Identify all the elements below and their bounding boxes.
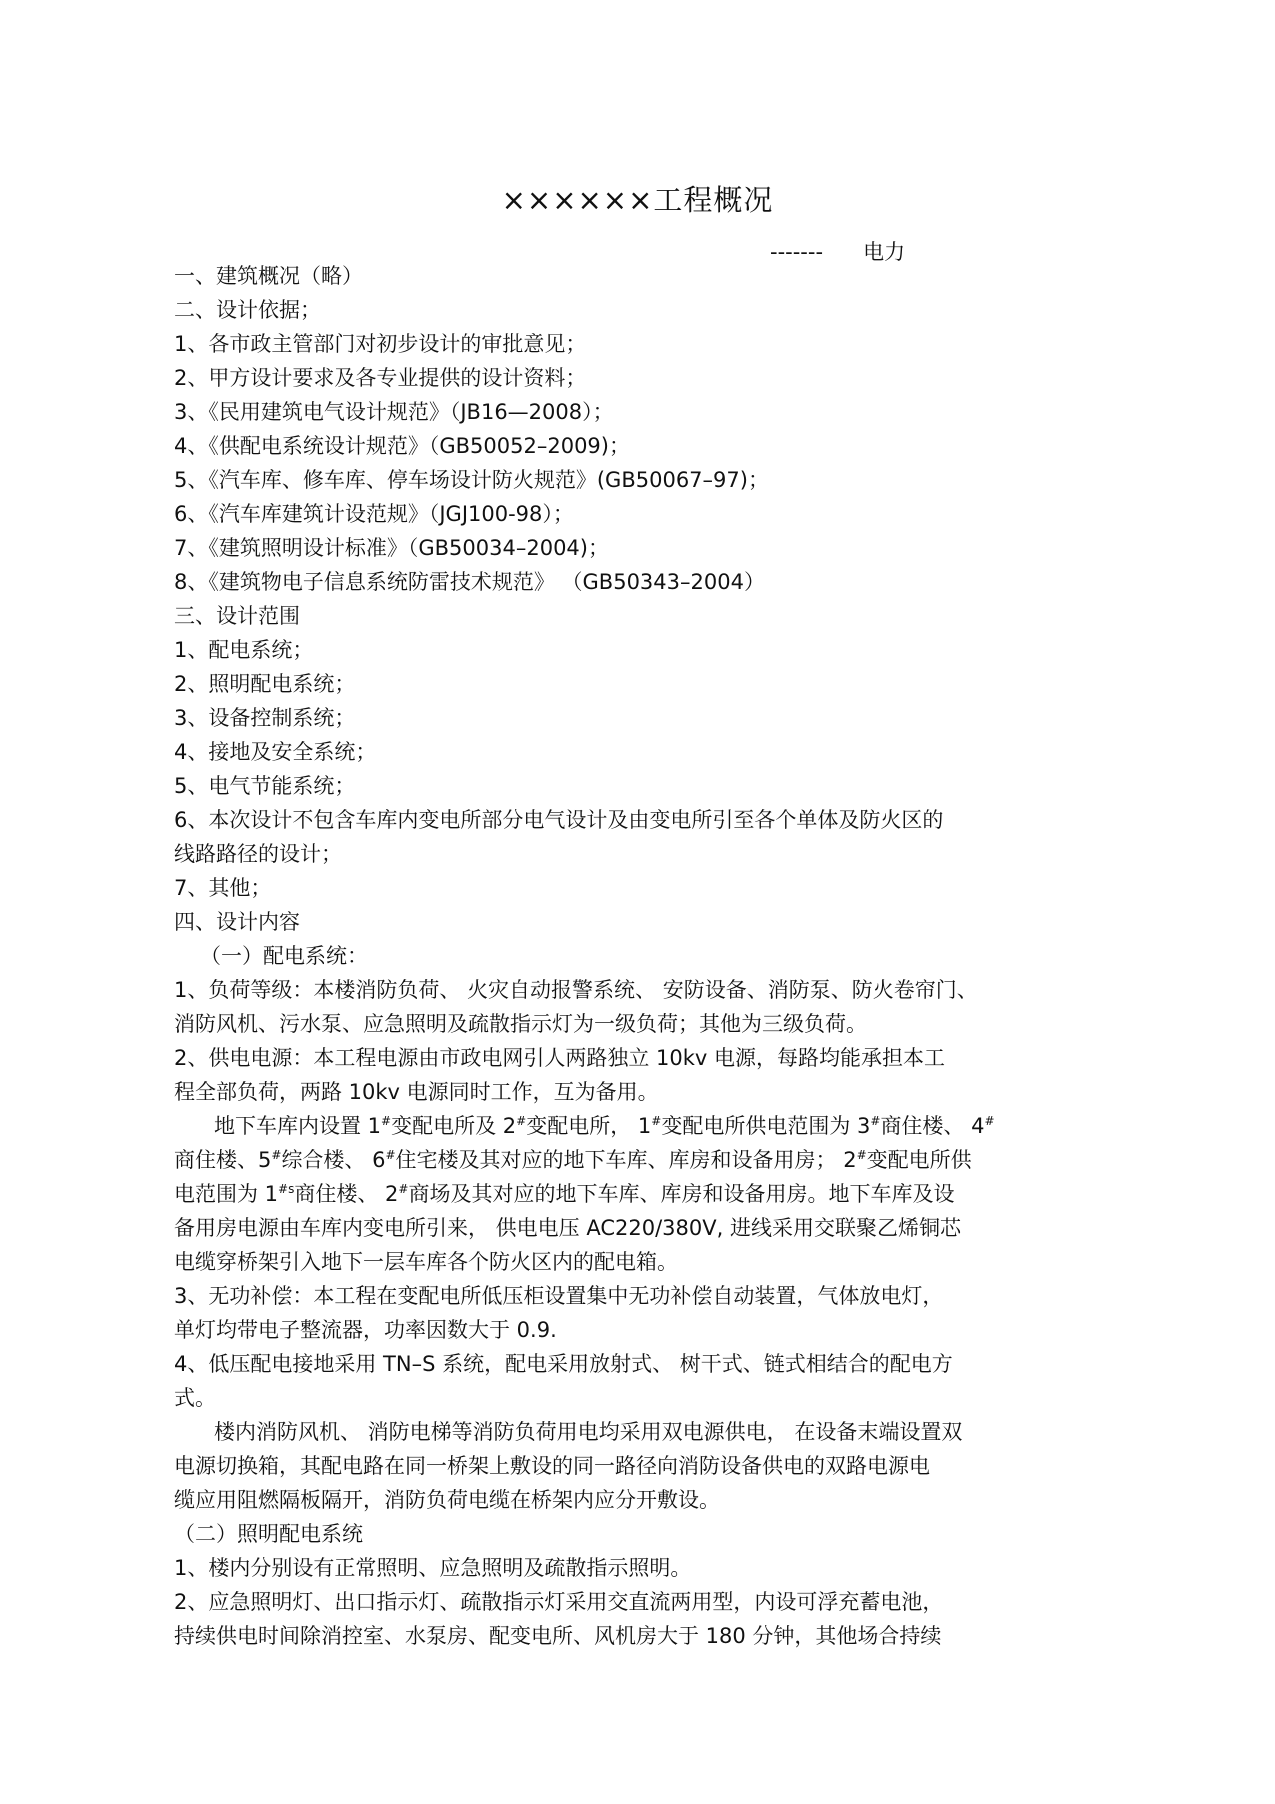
list-item: 6、《汽车库建筑计设范规》（JGJ100-98）；	[174, 502, 574, 526]
list-item: 线路路径的设计；	[174, 842, 342, 866]
section-heading: 三、设计范围	[174, 604, 300, 628]
paragraph-line: 2、应急照明灯、出口指示灯、疏散指示灯采用交直流两用型，内设可浮充蓄电池，	[174, 1590, 944, 1614]
list-item: 7、其他；	[174, 876, 272, 900]
paragraph-line: 1、负荷等级：本楼消防负荷、 火灾自动报警系统、 安防设备、消防泵、防火卷帘门、	[174, 978, 978, 1002]
paragraph-line: 楼内消防风机、 消防电梯等消防负荷用电均采用双电源供电， 在设备末端设置双	[214, 1420, 963, 1444]
paragraph-line: 持续供电时间除消控室、水泵房、配变电所、风机房大于 180 分钟，其他场合持续	[174, 1624, 942, 1648]
list-item: 7、《建筑照明设计标准》（GB50034–2004)；	[174, 536, 609, 560]
paragraph-line: 电源切换箱，其配电路在同一桥架上敷设的同一路径向消防设备供电的双路电源电	[174, 1454, 930, 1478]
list-item: 4、接地及安全系统；	[174, 740, 377, 764]
paragraph-line: 地下车库内设置 1#变配电所及 2#变配电所， 1#变配电所供电范围为 3#商住楼、 4#	[214, 1114, 995, 1138]
list-item: 6、本次设计不包含车库内变电所部分电气设计及由变电所引至各个单体及防火区的	[174, 808, 944, 832]
paragraph-line: 缆应用阻燃隔板隔开，消防负荷电缆在桥架内应分开敷设。	[174, 1488, 720, 1512]
list-item: 5、《汽车库、修车库、停车场设计防火规范》(GB50067–97)；	[174, 468, 769, 492]
paragraph-line: 程全部负荷，两路 10kv 电源同时工作，互为备用。	[174, 1080, 659, 1104]
paragraph-line: 式。	[174, 1386, 216, 1410]
list-item: 3、《民用建筑电气设计规范》（JB16—2008）；	[174, 400, 614, 424]
author-line: ------- 电力	[770, 240, 906, 264]
paragraph-line: 1、楼内分别设有正常照明、应急照明及疏散指示照明。	[174, 1556, 692, 1580]
paragraph-line: 单灯均带电子整流器，功率因数大于 0.9.	[174, 1318, 557, 1342]
subsection-heading: （二）照明配电系统	[174, 1522, 363, 1546]
paragraph-line: 商住楼、5#综合楼、 6#住宅楼及其对应的地下车库、库房和设备用房； 2#变配电所供	[174, 1148, 972, 1172]
list-item: 3、设备控制系统；	[174, 706, 356, 730]
paragraph-line: 电缆穿桥架引入地下一层车库各个防火区内的配电箱。	[174, 1250, 678, 1274]
list-item: 4、《供配电系统设计规范》（GB50052–2009)；	[174, 434, 630, 458]
paragraph-line: 4、低压配电接地采用 TN–S 系统，配电采用放射式、 树干式、链式相结合的配电方	[174, 1352, 953, 1376]
list-item: 5、电气节能系统；	[174, 774, 356, 798]
document-title: ××××××工程概况	[501, 183, 774, 217]
paragraph-line: 3、无功补偿：本工程在变配电所低压柜设置集中无功补偿自动装置，气体放电灯，	[174, 1284, 944, 1308]
list-item: 1、各市政主管部门对初步设计的审批意见；	[174, 332, 587, 356]
list-item: 8、《建筑物电子信息系统防雷技术规范》 （GB50343–2004）	[174, 570, 765, 594]
subsection-heading: （一）配电系统：	[200, 944, 368, 968]
paragraph-line: 消防风机、污水泵、应急照明及疏散指示灯为一级负荷；其他为三级负荷。	[174, 1012, 867, 1036]
paragraph-line: 2、供电电源：本工程电源由市政电网引人两路独立 10kv 电源，每路均能承担本工	[174, 1046, 946, 1070]
list-item: 2、照明配电系统；	[174, 672, 356, 696]
section-heading: 四、设计内容	[174, 910, 300, 934]
paragraph-line: 电范围为 1$^{\#s}$商住楼、 2#商场及其对应的地下车库、库房和设备用房。地下车库及设	[174, 1182, 955, 1206]
paragraph-line: 备用房电源由车库内变电所引来， 供电电压 AC220/380V, 进线采用交联聚乙烯铜芯	[174, 1216, 961, 1240]
list-item: 1、配电系统；	[174, 638, 314, 662]
section-heading: 一、建筑概况（略）	[174, 264, 363, 288]
section-heading: 二、设计依据；	[174, 298, 321, 322]
list-item: 2、甲方设计要求及各专业提供的设计资料；	[174, 366, 587, 390]
